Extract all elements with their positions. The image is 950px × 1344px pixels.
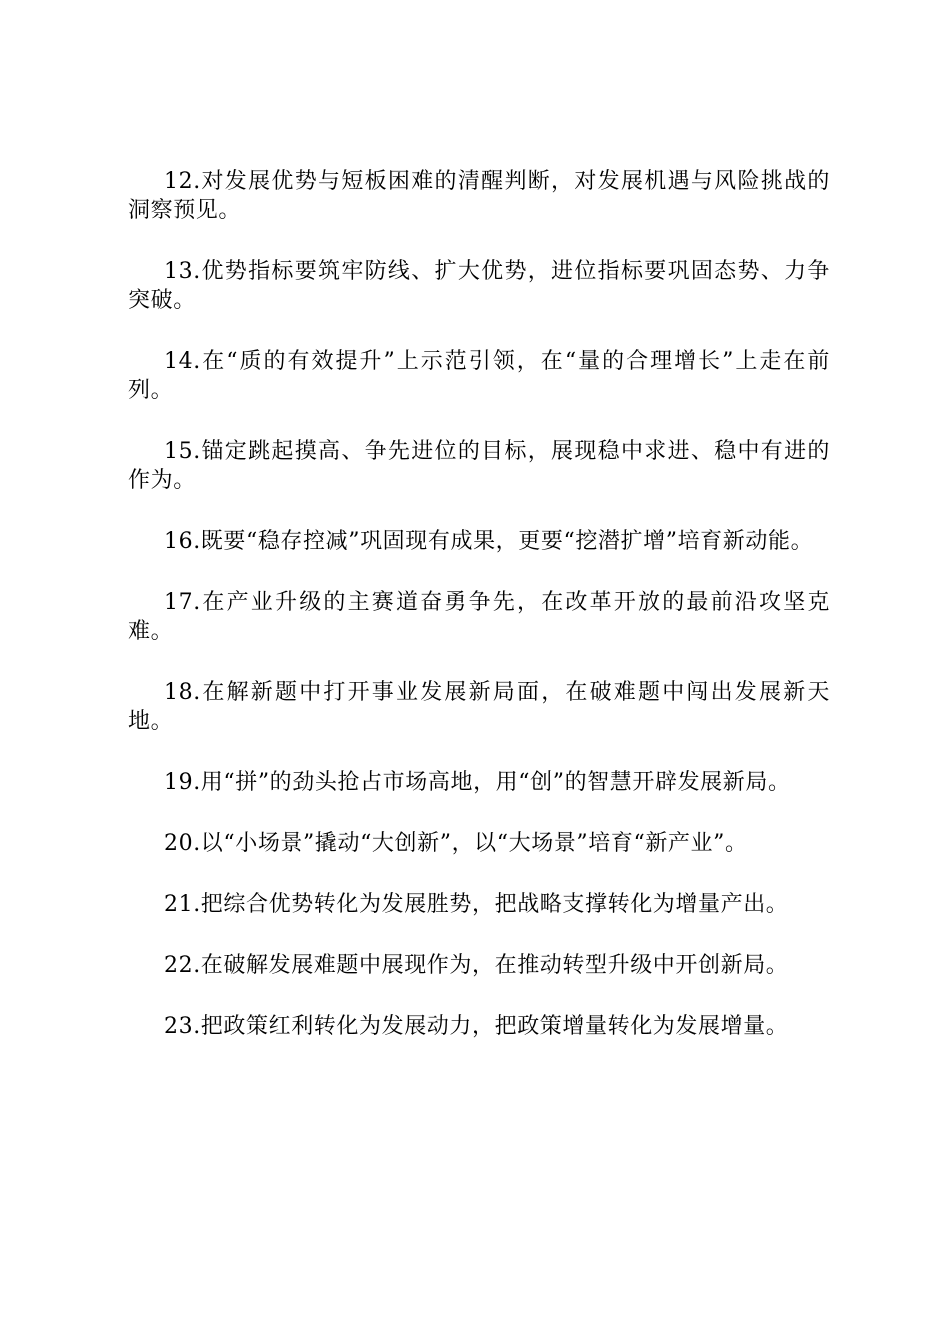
paragraph-item-14: 14.在“质的有效提升”上示范引领，在“量的合理增长”上走在前列。 [128, 349, 830, 403]
paragraph-item-19: 19.用“拼”的劲头抢占市场高地，用“创”的智慧开辟发展新局。 [164, 770, 791, 795]
paragraph-item-16: 16.既要“稳存控减”巩固现有成果，更要“挖潜扩增”培育新动能。 [164, 529, 814, 554]
paragraph-item-20: 20.以“小场景”撬动“大创新”，以“大场景”培育“新产业”。 [164, 831, 748, 856]
paragraph-item-21: 21.把综合优势转化为发展胜势，把战略支撑转化为增量产出。 [164, 892, 789, 917]
paragraph-item-23: 23.把政策红利转化为发展动力，把政策增量转化为发展增量。 [164, 1014, 789, 1039]
paragraph-item-12: 12.对发展优势与短板困难的清醒判断，对发展机遇与风险挑战的洞察预见。 [128, 169, 830, 223]
document-body [128, 167, 830, 1073]
paragraph-item-15: 15.锚定跳起摸高、争先进位的目标，展现稳中求进、稳中有进的作为。 [128, 439, 830, 493]
paragraph-item-17: 17.在产业升级的主赛道奋勇争先，在改革开放的最前沿攻坚克难。 [128, 590, 830, 644]
paragraph-item-22: 22.在破解发展难题中展现作为，在推动转型升级中开创新局。 [164, 953, 789, 978]
paragraph-item-18: 18.在解新题中打开事业发展新局面，在破难题中闯出发展新天地。 [128, 680, 830, 734]
paragraph-item-13: 13.优势指标要筑牢防线、扩大优势，进位指标要巩固态势、力争突破。 [128, 259, 830, 313]
